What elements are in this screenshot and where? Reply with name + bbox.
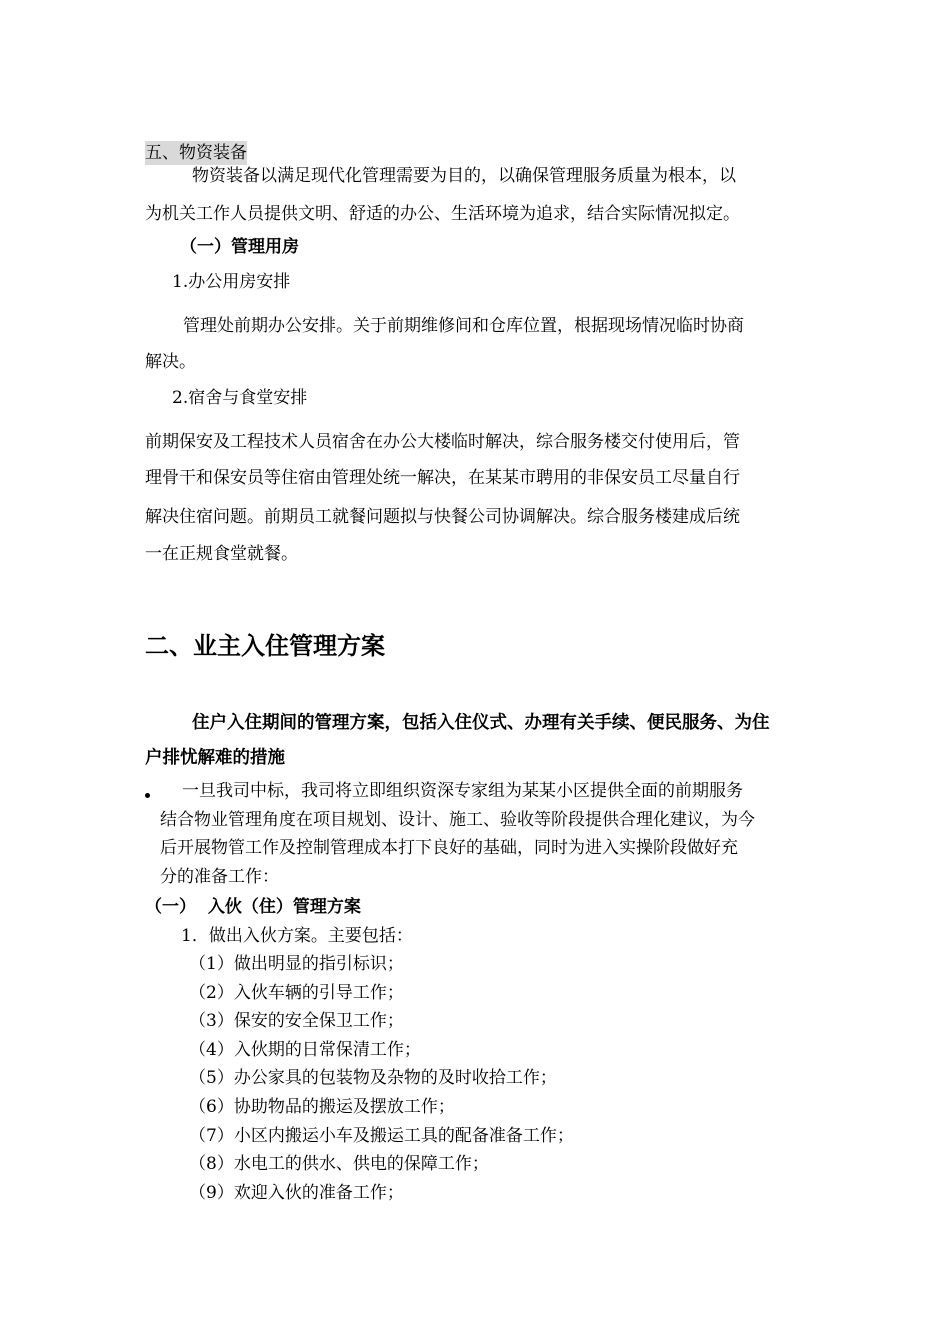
plan-item: （5）办公家具的包装物及杂物的及时收拾工作； — [189, 1068, 557, 1088]
paragraph-line: 前期保安及工程技术人员宿舍在办公大楼临时解决，综合服务楼交付使用后，管 — [145, 432, 740, 452]
chapter-title: 二、业主入住管理方案 — [145, 632, 385, 660]
plan-item: （1）做出明显的指引标识； — [189, 954, 404, 974]
plan-item: （3）保安的安全保卫工作； — [189, 1011, 404, 1031]
plan-item: （7）小区内搬运小车及搬运工具的配备准备工作； — [189, 1126, 574, 1146]
paragraph-line: 解决住宿问题。前期员工就餐问题拟与快餐公司协调解决。综合服务楼建成后统 — [145, 507, 740, 527]
plan-item: （2）入伙车辆的引导工作； — [189, 983, 404, 1003]
item-title: 2.宿舍与食堂安排 — [172, 388, 308, 408]
chapter-subtitle: 住户入住期间的管理方案，包括入住仪式、办理有关手续、便民服务、为住 — [192, 713, 770, 733]
paragraph-line: 解决。 — [145, 352, 196, 372]
paragraph-line: 理骨干和保安员等住宿由管理处统一解决，在某某市聘用的非保安员工尽量自行 — [145, 468, 740, 488]
plan-item: （8）水电工的供水、供电的保障工作； — [189, 1154, 489, 1174]
paragraph-line: 物资装备以满足现代化管理需要为目的，以确保管理服务质量为根本，以 — [192, 166, 736, 186]
chapter-subtitle: 户排忧解难的措施 — [145, 748, 285, 768]
bullet-paragraph-line: 后开展物管工作及控制管理成本打下良好的基础，同时为进入实操阶段做好充 — [160, 838, 738, 858]
paragraph-line: 一在正规食堂就餐。 — [145, 544, 298, 564]
bullet-paragraph-line: 结合物业管理角度在项目规划、设计、施工、验收等阶段提供合理化建议，为今 — [160, 810, 755, 830]
plan-item: （4）入伙期的日常保清工作； — [189, 1040, 421, 1060]
plan-item: （9）欢迎入伙的准备工作； — [189, 1183, 404, 1203]
item-title: 1.办公用房安排 — [172, 272, 291, 292]
plan-item: （6）协助物品的搬运及摆放工作； — [189, 1097, 455, 1117]
bullet-icon — [145, 793, 150, 798]
bullet-paragraph-line: 一旦我司中标，我司将立即组织资深专家组为某某小区提供全面的前期服务 — [182, 781, 743, 801]
paragraph-line: 为机关工作人员提供文明、舒适的办公、生活环境为追求，结合实际情况拟定。 — [145, 204, 740, 224]
section-title: （一） 入伙（住）管理方案 — [145, 897, 361, 917]
subsection-heading: （一）管理用房 — [180, 237, 299, 257]
plan-title: 1．做出入伙方案。主要包括： — [181, 926, 413, 946]
paragraph-line: 管理处前期办公安排。关于前期维修间和仓库位置，根据现场情况临时协商 — [183, 316, 744, 336]
bullet-paragraph-line: 分的准备工作： — [160, 867, 279, 887]
section-heading: 五、物资装备 — [145, 143, 247, 163]
